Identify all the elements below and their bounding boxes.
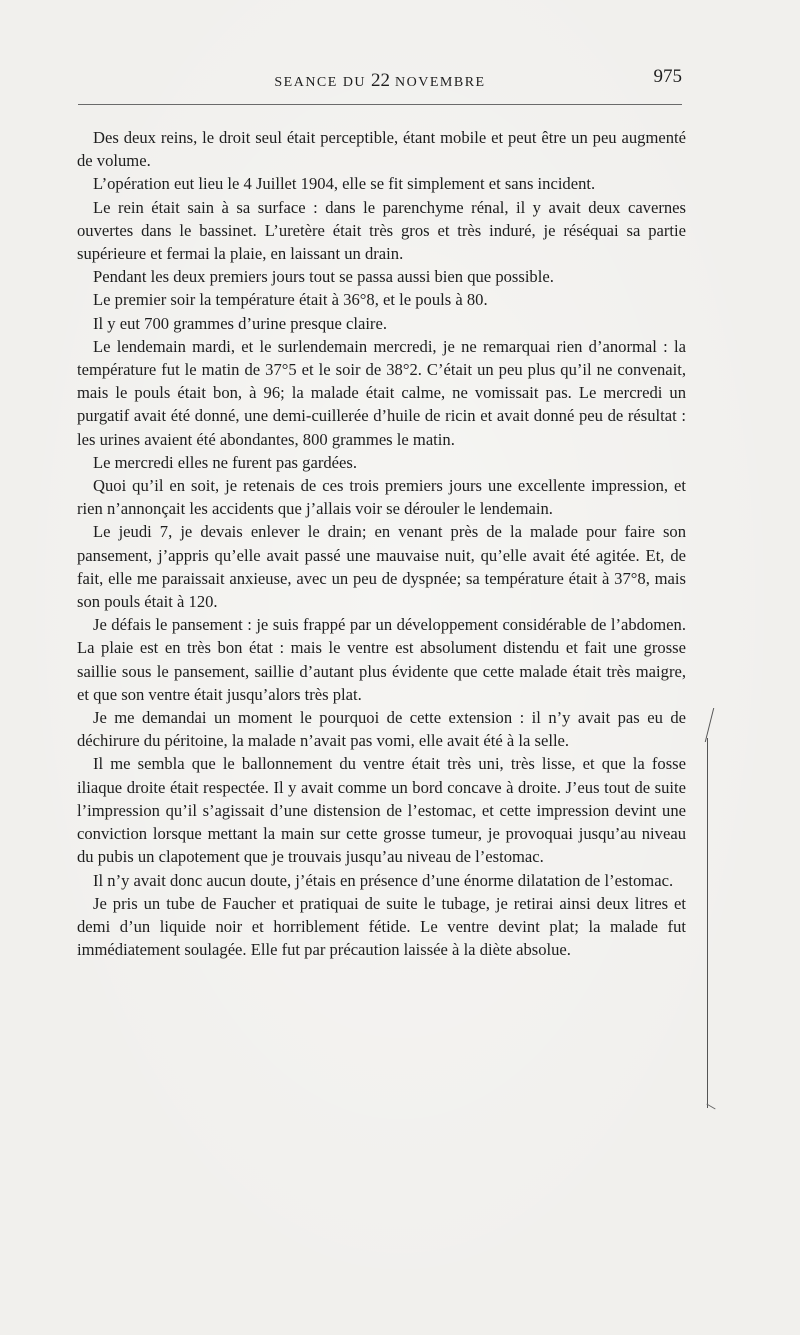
paragraph: Il me sembla que le ballonnement du ventre était très uni, très lisse, et que la fosse iliaque droite était respectée. Il y avait comme un bord concave à droite. J’eus tout de suite l’impression qu’il s’agissait d’une distension de l’estomac, et cette impression devint une conviction lorsque mettant la main sur cette grosse tumeur, je provoquai jusqu’au niveau du pubis un clapotement que je trouvais jusqu’au niveau de l’estomac. — [77, 754, 686, 867]
margin-pencil-mark — [704, 708, 720, 1118]
paragraph: Je défais le pansement : je suis frappé par un développement considérable de l’abdomen. La plaie est en très bon état : mais le ventre est absolument distendu et fait une grosse saillie sous le pansement, saillie d’autant plus évidente que cette malade était très maigre, et que son ventre était jusqu’alors très plat. — [77, 615, 686, 704]
running-title — [78, 70, 682, 92]
margin-mark-hook — [705, 708, 724, 742]
body-text — [77, 126, 686, 961]
paragraph: Le jeudi 7, je devais enlever le drain; en venant près de la malade pour faire son pansement, j’appris qu’elle avait passé une mauvaise nuit, qu’elle avait été agitée. Et, de fait, elle me paraissait anxieuse, avec un peu de dyspnée; sa température était à 37°8, mais son pouls était à 120. — [77, 522, 686, 612]
paragraph: Quoi qu’il en soit, je retenais de ces trois premiers jours une excellente impression, et rien n’annonçait les accidents que j’allais voir se dérouler le lendemain. — [77, 476, 686, 519]
paragraph: Le premier soir la température était à 36°8, et le pouls à 80. — [93, 290, 488, 310]
paragraph: Le lendemain mardi, et le surlendemain mercredi, je ne remarquai rien d’anormal : la température fut le matin de 37°5 et le soir de 38°2. C’était un peu plus qu’il ne convenait, mais le pouls était bon, à 96; la malade était calme, ne vomissait pas. Le mercredi un purgatif avait été donné, une demi-cuillerée d’huile de ricin et avait donné peu de résultat : les urines avaient été abondantes, 800 grammes le matin. — [77, 336, 686, 449]
paragraph: Le mercredi elles ne furent pas gardées. — [93, 452, 357, 472]
margin-mark-line — [707, 738, 708, 1108]
paragraph: Le rein était sain à sa surface : dans le parenchyme rénal, il y avait deux cavernes ouvertes dans le bassinet. L’uretère était très gros et très induré, je réséquai sa partie supérieure et fermai la plaie, en laissant un drain. — [77, 197, 686, 264]
paragraph: Des deux reins, le droit seul était perceptible, étant mobile et peut être un peu augmenté de volume. — [77, 128, 686, 171]
running-title-day: 22 — [371, 70, 391, 91]
paragraph: Il n’y avait donc aucun doute, j’étais en présence d’une énorme dilatation de l’estomac. — [93, 870, 674, 890]
running-head — [78, 64, 682, 94]
running-title-prefix: SEANCE DU — [274, 75, 367, 90]
paragraph: Il y eut 700 grammes d’urine presque claire. — [93, 313, 387, 333]
running-title-month: NOVEMBRE — [395, 75, 486, 90]
paragraph: Pendant les deux premiers jours tout se passa aussi bien que possible. — [93, 267, 554, 287]
paragraph: Je me demandai un moment le pourquoi de cette extension : il n’y avait pas eu de déchirure du péritoine, la malade n’avait pas vomi, elle avait été à la selle. — [77, 708, 686, 751]
page-number: 975 — [653, 66, 682, 87]
paragraph: Je pris un tube de Faucher et pratiquai de suite le tubage, je retirai ainsi deux litres et demi d’un liquide noir et horriblement fétide. Le ventre devint plat; la malade fut immédiatement soulagée. Elle fut par précaution laissée à la diète absolue. — [77, 893, 686, 960]
paragraph: L’opération eut lieu le 4 Juillet 1904, elle se fit simplement et sans incident. — [93, 174, 596, 194]
header-rule — [78, 104, 682, 105]
